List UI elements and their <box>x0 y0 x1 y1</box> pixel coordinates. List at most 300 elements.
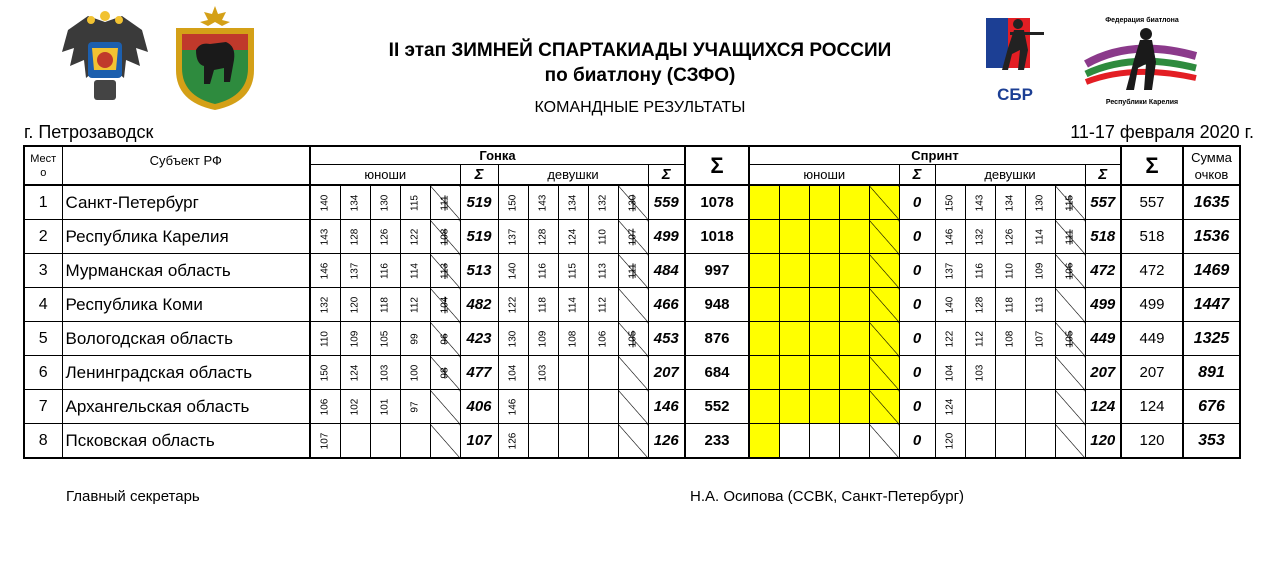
team-results-table <box>23 145 1241 459</box>
score-value: 105 <box>379 330 391 347</box>
race-boys-score-cell <box>400 424 430 459</box>
race-girls-sum-cell: 499 <box>648 220 685 254</box>
race-girls-sum-cell: 453 <box>648 322 685 356</box>
sprint-girls-score-cell <box>1055 185 1085 220</box>
score-value: 112 <box>974 330 986 347</box>
score-value: 104 <box>507 364 519 381</box>
sprint-boys-score-cell <box>749 185 779 220</box>
score-value: 130 <box>627 194 639 211</box>
score-value: 116 <box>537 262 549 279</box>
grand-total-cell: 353 <box>1183 424 1240 459</box>
sprint-boys-score-cell <box>869 288 899 322</box>
score-value: 140 <box>319 194 331 211</box>
race-boys-score-cell <box>370 390 400 424</box>
race-boys-score-cell <box>310 288 340 322</box>
race-girls-score-cell <box>558 254 588 288</box>
karelia-biathlon-federation-logo <box>1082 12 1200 108</box>
federation-logo-top-text: Федерация биатлона <box>1105 17 1179 24</box>
score-value: 98 <box>439 366 451 379</box>
sprint-boys-score-cell <box>779 390 809 424</box>
score-value: 143 <box>319 228 331 245</box>
race-boys-score-cell <box>340 356 370 390</box>
team-name-cell: Архангельская область <box>62 390 310 424</box>
race-girls-score-cell <box>618 220 648 254</box>
sprint-boys-sum-cell: 0 <box>899 254 935 288</box>
sprint-boys-sum-cell: 0 <box>899 356 935 390</box>
race-girls-score-cell <box>618 356 648 390</box>
score-value: 113 <box>439 262 451 279</box>
score-value: 111 <box>1064 228 1076 245</box>
score-value: 102 <box>349 398 361 415</box>
score-value: 124 <box>349 364 361 381</box>
sprint-girls-score-cell <box>1025 424 1055 459</box>
race-girls-score-cell <box>558 220 588 254</box>
score-value: 97 <box>409 400 421 413</box>
sprint-girls-score-cell <box>935 185 965 220</box>
sprint-girls-sum-cell: 207 <box>1085 356 1121 390</box>
race-girls-score-cell <box>498 220 528 254</box>
race-boys-header: юноши <box>310 165 460 186</box>
score-value: 137 <box>944 262 956 279</box>
race-girls-score-cell <box>528 390 558 424</box>
sprint-boys-score-cell <box>809 220 839 254</box>
score-value: 116 <box>974 262 986 279</box>
place-cell: 7 <box>24 390 62 424</box>
score-value: 150 <box>319 364 331 381</box>
score-value: 130 <box>507 330 519 347</box>
score-value: 128 <box>349 228 361 245</box>
sprint-boys-score-cell <box>779 254 809 288</box>
race-boys-score-cell <box>340 288 370 322</box>
race-girls-score-cell <box>558 356 588 390</box>
score-value: 108 <box>439 228 451 245</box>
date-label: 11-17 февраля 2020 г. <box>1070 122 1254 142</box>
place-cell: 8 <box>24 424 62 459</box>
score-value: 128 <box>537 228 549 245</box>
score-value: 104 <box>944 364 956 381</box>
sprint-girls-sum-cell: 120 <box>1085 424 1121 459</box>
race-girls-sum-cell: 126 <box>648 424 685 459</box>
sprint-girls-score-cell <box>1025 185 1055 220</box>
score-value: 120 <box>349 296 361 313</box>
sprint-boys-score-cell <box>839 185 869 220</box>
sprint-girls-sum-cell: 557 <box>1085 185 1121 220</box>
federation-logo-bottom-text: Республики Карелия <box>1105 99 1179 106</box>
sprint-total-cell: 518 <box>1121 220 1183 254</box>
team-name-cell: Псковская область <box>62 424 310 459</box>
race-total-cell: 1078 <box>685 185 749 220</box>
race-boys-score-cell <box>370 220 400 254</box>
sprint-boys-score-cell <box>869 356 899 390</box>
race-total-cell: 1018 <box>685 220 749 254</box>
score-value: 122 <box>944 330 956 347</box>
score-value: 110 <box>319 330 331 347</box>
sprint-total-cell: 499 <box>1121 288 1183 322</box>
score-value: 106 <box>597 330 609 347</box>
place-cell: 2 <box>24 220 62 254</box>
sprint-boys-score-cell <box>749 424 779 459</box>
race-boys-score-cell <box>370 322 400 356</box>
sprint-girls-score-cell <box>1055 390 1085 424</box>
score-value: 146 <box>944 228 956 245</box>
table-row <box>24 185 1240 220</box>
score-value: 150 <box>507 194 519 211</box>
sprint-girls-sum-cell: 472 <box>1085 254 1121 288</box>
race-boys-sum-cell: 519 <box>460 220 498 254</box>
sprint-boys-score-cell <box>869 390 899 424</box>
sprint-total-cell: 449 <box>1121 322 1183 356</box>
race-girls-score-cell <box>588 288 618 322</box>
race-girls-score-cell <box>498 254 528 288</box>
sprint-boys-score-cell <box>839 356 869 390</box>
race-boys-score-cell <box>430 220 460 254</box>
race-boys-score-cell <box>310 185 340 220</box>
sprint-boys-sum-cell: 0 <box>899 322 935 356</box>
race-header: Гонка <box>310 146 685 165</box>
race-total-cell: 684 <box>685 356 749 390</box>
table-row <box>24 322 1240 356</box>
score-value: 146 <box>507 398 519 415</box>
race-girls-score-cell <box>618 254 648 288</box>
score-value: 120 <box>944 432 956 449</box>
sprint-boys-sum-cell: 0 <box>899 390 935 424</box>
sbr-logo-text: СБР <box>997 85 1033 104</box>
race-boys-score-cell <box>430 356 460 390</box>
race-boys-score-cell <box>370 254 400 288</box>
score-value: 114 <box>1034 228 1046 245</box>
score-value: 109 <box>1034 262 1046 279</box>
table-row <box>24 390 1240 424</box>
sprint-girls-score-cell <box>1055 254 1085 288</box>
score-value: 137 <box>507 228 519 245</box>
race-total-cell: 233 <box>685 424 749 459</box>
race-girls-score-cell <box>558 390 588 424</box>
sprint-girls-sum-cell: 518 <box>1085 220 1121 254</box>
team-name-cell: Ленинградская область <box>62 356 310 390</box>
place-cell: 6 <box>24 356 62 390</box>
sprint-girls-sum-cell: 124 <box>1085 390 1121 424</box>
sprint-girls-score-cell <box>1025 288 1055 322</box>
score-value: 118 <box>379 296 391 313</box>
sprint-boys-score-cell <box>809 185 839 220</box>
score-value: 108 <box>567 330 579 347</box>
sprint-total-cell: 120 <box>1121 424 1183 459</box>
grand-total-cell: 1325 <box>1183 322 1240 356</box>
race-boys-score-cell <box>400 322 430 356</box>
score-value: 140 <box>944 296 956 313</box>
sprint-girls-score-cell <box>1055 356 1085 390</box>
sprint-boys-sum-header: Σ <box>899 165 935 186</box>
sprint-boys-score-cell <box>869 254 899 288</box>
page-title-line2: по биатлону (СЗФО) <box>544 65 736 86</box>
race-boys-score-cell <box>340 254 370 288</box>
score-value: 130 <box>1034 194 1046 211</box>
sprint-boys-sum-cell: 0 <box>899 220 935 254</box>
race-boys-score-cell <box>370 424 400 459</box>
sprint-girls-score-cell <box>935 424 965 459</box>
sprint-boys-score-cell <box>809 390 839 424</box>
race-girls-score-cell <box>618 322 648 356</box>
race-girls-score-cell <box>588 254 618 288</box>
city-label: г. Петрозаводск <box>24 122 154 142</box>
race-boys-score-cell <box>310 390 340 424</box>
race-girls-score-cell <box>558 424 588 459</box>
score-value: 118 <box>1004 296 1016 313</box>
table-body <box>24 185 1240 458</box>
grand-total-cell: 1536 <box>1183 220 1240 254</box>
place-header: Мест о <box>24 146 62 185</box>
chief-secretary-name: Н.А. Осипова (ССВК, Санкт-Петербург) <box>690 488 965 505</box>
score-value: 128 <box>974 296 986 313</box>
sprint-girls-score-cell <box>1055 424 1085 459</box>
table-row <box>24 356 1240 390</box>
race-girls-sum-header: Σ <box>648 165 685 186</box>
race-boys-score-cell <box>430 185 460 220</box>
table-row <box>24 220 1240 254</box>
karelia-coat-of-arms-logo <box>170 4 260 112</box>
sum-points-header: Сумма очков <box>1183 146 1240 185</box>
score-value: 100 <box>409 364 421 381</box>
sprint-girls-score-cell <box>935 254 965 288</box>
sprint-boys-sum-cell: 0 <box>899 185 935 220</box>
score-value: 124 <box>944 398 956 415</box>
sprint-boys-score-cell <box>779 424 809 459</box>
score-value: 126 <box>507 432 519 449</box>
race-boys-score-cell <box>430 322 460 356</box>
sprint-girls-score-cell <box>965 322 995 356</box>
sprint-boys-score-cell <box>749 356 779 390</box>
race-boys-score-cell <box>340 220 370 254</box>
score-value: 143 <box>974 194 986 211</box>
sprint-girls-score-cell <box>995 254 1025 288</box>
sprint-boys-score-cell <box>779 322 809 356</box>
sprint-boys-score-cell <box>839 390 869 424</box>
place-cell: 1 <box>24 185 62 220</box>
race-girls-score-cell <box>528 254 558 288</box>
sprint-boys-score-cell <box>869 424 899 459</box>
russia-coat-of-arms-logo <box>58 8 152 108</box>
score-value: 130 <box>379 194 391 211</box>
race-total-cell: 997 <box>685 254 749 288</box>
place-cell: 3 <box>24 254 62 288</box>
score-value: 111 <box>439 194 451 211</box>
race-girls-score-cell <box>618 288 648 322</box>
score-value: 132 <box>974 228 986 245</box>
sprint-girls-score-cell <box>965 288 995 322</box>
page-subtitle: КОМАНДНЫЕ РЕЗУЛЬТАТЫ <box>534 99 746 116</box>
grand-total-cell: 1635 <box>1183 185 1240 220</box>
score-value: 112 <box>597 296 609 313</box>
race-boys-score-cell <box>430 390 460 424</box>
race-girls-score-cell <box>588 390 618 424</box>
race-girls-score-cell <box>528 185 558 220</box>
race-girls-sum-cell: 559 <box>648 185 685 220</box>
race-boys-score-cell <box>340 424 370 459</box>
sprint-girls-score-cell <box>995 220 1025 254</box>
race-girls-sum-cell: 484 <box>648 254 685 288</box>
sprint-girls-score-cell <box>1055 288 1085 322</box>
score-value: 140 <box>507 262 519 279</box>
sprint-girls-score-cell <box>1025 390 1055 424</box>
race-girls-sum-cell: 146 <box>648 390 685 424</box>
race-girls-score-cell <box>588 356 618 390</box>
score-value: 113 <box>597 262 609 279</box>
race-girls-score-cell <box>618 424 648 459</box>
sprint-girls-score-cell <box>965 356 995 390</box>
race-total-cell: 876 <box>685 322 749 356</box>
sprint-girls-score-cell <box>1025 220 1055 254</box>
sprint-girls-score-cell <box>965 220 995 254</box>
race-boys-score-cell <box>370 185 400 220</box>
grand-total-cell: 1469 <box>1183 254 1240 288</box>
race-girls-sum-cell: 207 <box>648 356 685 390</box>
score-value: 137 <box>349 262 361 279</box>
score-value: 105 <box>627 330 639 347</box>
sprint-boys-sum-cell: 0 <box>899 424 935 459</box>
score-value: 116 <box>379 262 391 279</box>
score-value: 110 <box>1004 262 1016 279</box>
table-row <box>24 424 1240 459</box>
team-name-cell: Мурманская область <box>62 254 310 288</box>
race-boys-sum-cell: 482 <box>460 288 498 322</box>
sprint-boys-score-cell <box>809 356 839 390</box>
race-girls-header: девушки <box>498 165 648 186</box>
score-value: 132 <box>319 296 331 313</box>
sbr-logo <box>980 14 1050 106</box>
sprint-girls-score-cell <box>935 220 965 254</box>
score-value: 106 <box>1064 262 1076 279</box>
score-value: 105 <box>1064 330 1076 347</box>
score-value: 122 <box>507 296 519 313</box>
race-girls-score-cell <box>558 288 588 322</box>
sprint-boys-score-cell <box>809 424 839 459</box>
race-total-cell: 552 <box>685 390 749 424</box>
sprint-girls-score-cell <box>995 288 1025 322</box>
race-boys-score-cell <box>430 254 460 288</box>
score-value: 134 <box>1004 194 1016 211</box>
sprint-girls-score-cell <box>935 288 965 322</box>
sprint-girls-score-cell <box>1025 322 1055 356</box>
score-value: 115 <box>409 194 421 211</box>
score-value: 106 <box>319 398 331 415</box>
race-girls-score-cell <box>558 322 588 356</box>
race-girls-score-cell <box>528 322 558 356</box>
score-value: 126 <box>379 228 391 245</box>
score-value: 107 <box>627 228 639 245</box>
sprint-girls-score-cell <box>995 322 1025 356</box>
race-boys-sum-cell: 477 <box>460 356 498 390</box>
score-value: 108 <box>1004 330 1016 347</box>
sprint-total-cell: 124 <box>1121 390 1183 424</box>
sprint-boys-score-cell <box>809 288 839 322</box>
race-boys-score-cell <box>310 254 340 288</box>
sprint-girls-score-cell <box>1025 254 1055 288</box>
sprint-girls-score-cell <box>935 322 965 356</box>
score-value: 111 <box>627 262 639 279</box>
race-girls-score-cell <box>588 220 618 254</box>
sprint-boys-score-cell <box>839 288 869 322</box>
sprint-boys-score-cell <box>779 220 809 254</box>
race-boys-score-cell <box>340 185 370 220</box>
place-cell: 5 <box>24 322 62 356</box>
score-value: 114 <box>409 262 421 279</box>
sprint-boys-score-cell <box>869 185 899 220</box>
table-row <box>24 254 1240 288</box>
race-boys-score-cell <box>340 322 370 356</box>
race-total-header: Σ <box>685 146 749 185</box>
sprint-boys-score-cell <box>839 254 869 288</box>
race-girls-score-cell <box>498 390 528 424</box>
score-value: 103 <box>974 364 986 381</box>
score-value: 115 <box>567 262 579 279</box>
sprint-boys-score-cell <box>749 390 779 424</box>
score-value: 150 <box>944 194 956 211</box>
sprint-header: Спринт <box>749 146 1121 165</box>
sprint-boys-score-cell <box>779 185 809 220</box>
team-name-cell: Республика Карелия <box>62 220 310 254</box>
team-name-cell: Санкт-Петербург <box>62 185 310 220</box>
race-boys-score-cell <box>400 185 430 220</box>
sprint-girls-score-cell <box>1055 322 1085 356</box>
score-value: 122 <box>409 228 421 245</box>
team-name-cell: Республика Коми <box>62 288 310 322</box>
sprint-girls-score-cell <box>1025 356 1055 390</box>
score-value: 109 <box>537 330 549 347</box>
score-value: 107 <box>319 432 331 449</box>
race-girls-score-cell <box>528 220 558 254</box>
race-boys-score-cell <box>310 424 340 459</box>
race-boys-score-cell <box>340 390 370 424</box>
sprint-girls-sum-cell: 499 <box>1085 288 1121 322</box>
race-boys-score-cell <box>400 220 430 254</box>
sprint-boys-score-cell <box>869 220 899 254</box>
sprint-girls-score-cell <box>965 424 995 459</box>
score-value: 134 <box>567 194 579 211</box>
sprint-boys-sum-cell: 0 <box>899 288 935 322</box>
race-girls-score-cell <box>588 322 618 356</box>
race-girls-score-cell <box>528 356 558 390</box>
race-boys-score-cell <box>310 356 340 390</box>
score-value: 103 <box>537 364 549 381</box>
score-value: 118 <box>537 296 549 313</box>
score-value: 104 <box>439 296 451 313</box>
sprint-girls-score-cell <box>935 390 965 424</box>
race-boys-sum-header: Σ <box>460 165 498 186</box>
race-girls-score-cell <box>528 288 558 322</box>
score-value: 126 <box>1004 228 1016 245</box>
sprint-boys-score-cell <box>809 254 839 288</box>
race-boys-score-cell <box>400 390 430 424</box>
race-girls-score-cell <box>498 322 528 356</box>
score-value: 134 <box>349 194 361 211</box>
sprint-girls-sum-header: Σ <box>1085 165 1121 186</box>
subject-header: Субъект РФ <box>62 146 310 185</box>
sprint-boys-score-cell <box>749 322 779 356</box>
table-row <box>24 288 1240 322</box>
sprint-girls-score-cell <box>1055 220 1085 254</box>
score-value: 113 <box>1034 296 1046 313</box>
race-girls-score-cell <box>498 356 528 390</box>
score-value: 124 <box>567 228 579 245</box>
race-girls-score-cell <box>618 185 648 220</box>
score-value: 96 <box>439 332 451 345</box>
race-boys-score-cell <box>400 288 430 322</box>
race-girls-score-cell <box>498 288 528 322</box>
score-value: 107 <box>1034 330 1046 347</box>
score-value: 132 <box>597 194 609 211</box>
team-name-cell: Вологодская область <box>62 322 310 356</box>
race-boys-score-cell <box>430 288 460 322</box>
